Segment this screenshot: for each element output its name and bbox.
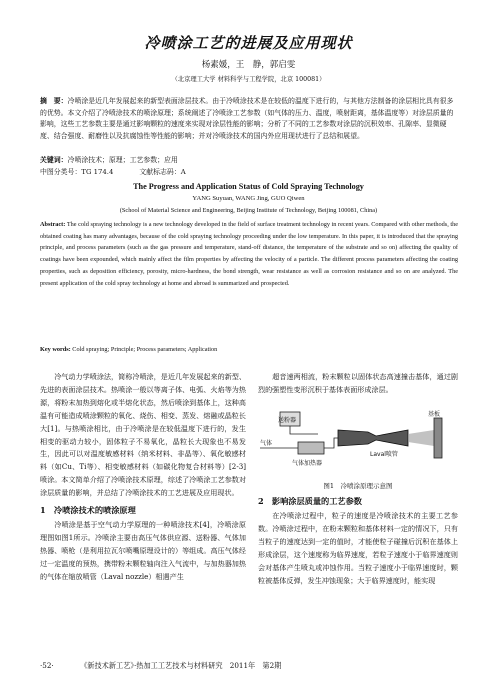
spray-jet [408,430,434,446]
heater-shape [298,442,324,454]
english-title: The Progress and Application Status of Cold Spraying Technology [133,182,364,191]
figure-1-caption: 图1 冷喷涂原理示意图 [323,482,393,490]
document-code: 文献标志码：A [139,168,186,176]
label-heater: 气体加热器 [292,460,323,467]
right-column-bottom [258,510,458,587]
left-column [40,371,246,584]
clc-number: 中图分类号：TG 174.4 [40,168,114,176]
page-footer [40,661,458,671]
authors: 杨素媛，王 静，郭启雯 [201,60,296,70]
abstract-text: 冷喷涂是近几年发展起来的新型表面涂层技术。由于冷喷涂技术是在较低的温度下进行的，与其他方法制备的涂层相比具有很多的优势。本文介绍了冷喷涂技术的喷涂原理；系统阐述了冷喷涂工艺参数（如气体的压力、温度，喷射距离，基体温度等）对涂层质量的影响，这些工艺参数主要是通过影响颗粒的速度来实现对涂层性能的影响；分析了不同的工艺参数对涂层的沉积效率、孔隙率、显微硬度、结合强度、耐磨性以及抗腐蚀性等性能的影响；并对冷喷涂技术的国内外应用现状进行了总结和展望。 [40,97,454,140]
page-number: ·52· [40,661,54,670]
english-abstract-text: The cold spraying technology is a new technology developed in the field of surface treatment technology in recent years. Compared with other methods, the obtained coating has many advantages, because of the cold spraying technology proceeding under the low temperature. In this paper, it is introduced that the spraying principle, and process parameters (such as the gas pressure and temperature, stand-off distance, the temperature of the substrate and so on) affecting the quality of coatings have been expounded, which mainly affect the film properties by affecting the velocity of a particle. The different process parameters affecting the coating properties, such as deposition efficiency, porosity, micro-hardness, the bond strength, wear resistance as well as corrosion resistance and so on are analyzed. The present application of the cold spray technology at home and abroad is summarized and prospected. [40,221,458,287]
chinese-abstract [40,96,458,142]
section-1-paragraph: 冷喷涂是基于空气动力学原理的一种喷涂技术[4]，冷喷涂原理图如图1所示。冷喷涂主要由高压气体供应源、送粉器、气体加热器、喷枪（是利用拉瓦尔喷嘴原理设计的）等组成。高压气体经过一定温度的预热，携带粉末颗粒轴向注入气流中，与加热器加热的气体在缩放喷管（Laval nozzle）相遇产生 [40,519,246,581]
affiliation: （北京理工大学 材料科学与工程学院，北京 100081） [171,76,326,83]
label-powder-feeder: 送粉器 [278,417,297,424]
section-1-heading: 1 冷喷涂技术的喷涂原理 [40,505,136,516]
right-column-top [258,371,458,397]
label-substrate: 基板 [428,411,441,418]
english-abstract-label: Abstract: [40,221,66,228]
laval-nozzle-shape [338,430,408,446]
english-abstract [40,219,458,289]
powder-line [290,426,318,434]
intro-continuation: 超音速两相流，粉末颗粒以固体状态高速撞击基体，通过剧烈的强塑性变形沉积于基体表面形成涂层。 [258,372,458,394]
english-authors: YANG Suyuan, WANG Jing, GUO Qiwen [192,195,305,202]
journal-info: 《新技术新工艺》·热加工工艺技术与材料研究 2011年 第2期 [83,661,282,670]
section-2-paragraph: 在冷喷涂过程中，粒子的速度是冷喷涂技术的主要工艺参数。冷喷涂过程中，在粉末颗粒和基体材料一定的情况下，只有当粒子的速度达到一定的值时，才能使粒子碰撞后沉积在基体上形成涂层，这个速度称为临界速度，若粒子速度小于临界速度则会对基体产生喷丸或冲蚀作用。当粒子速度小于临界速度时，颗粒被基体反弹，发生冲蚀现象；大于临界速度时，能实现 [258,511,458,585]
cold-spray-schematic [258,410,458,470]
abstract-label: 摘 要： [40,97,68,105]
paper-title: 冷喷涂工艺的进展及应用现状 [144,34,353,52]
intro-paragraph: 冷气动力学喷涂法，简称冷喷涂，是近几年发展起来的新型、先进的表面涂层技术。热喷涂一般以等离子体、电弧、火焰等为热源，将粉末加热到熔化或半熔化状态，然后喷涂到基体上，这种高温有可能造成喷涂颗粒的氧化、烧伤、相变、蒸发、熔融或晶粒长大[1]。与热喷涂相比，由于冷喷涂是在较低温度下进行的，发生相变的驱动力较小，固体粒子不易氧化，晶粒长大现象也不易发生，因此可以对温度敏感材料（纳米材料、非晶等）、氧化敏感材料（如Cu、Ti等）、相变敏感材料（如碳化物复合材料等）[2-3]喷涂。本文简单介绍了冷喷涂技术原理，综述了冷喷涂工艺参数对涂层质量的影响，并总结了冷喷涂技术的工艺进展及应用现状。 [40,372,246,498]
english-affiliation: (School of Material Science and Engineering, Beijing Institute of Technology, Beijing 100081, China) [119,207,378,214]
keywords-label: 关键词： [40,156,68,164]
classification-line [40,167,458,179]
english-keywords-label: Key words: [40,346,71,353]
english-keywords-text: Cold spraying; Principle; Process parameters; Application [72,346,218,353]
substrate-shape [434,418,442,458]
english-keywords [40,346,458,353]
chinese-keywords [40,155,458,167]
label-nozzle: Laval喷管 [370,451,398,458]
section-2-heading: 2 影响涂层质量的工艺参数 [258,496,362,506]
label-gas: 气体 [260,440,273,447]
keywords-text: 冷喷涂技术；原理；工艺参数；应用 [67,156,178,164]
